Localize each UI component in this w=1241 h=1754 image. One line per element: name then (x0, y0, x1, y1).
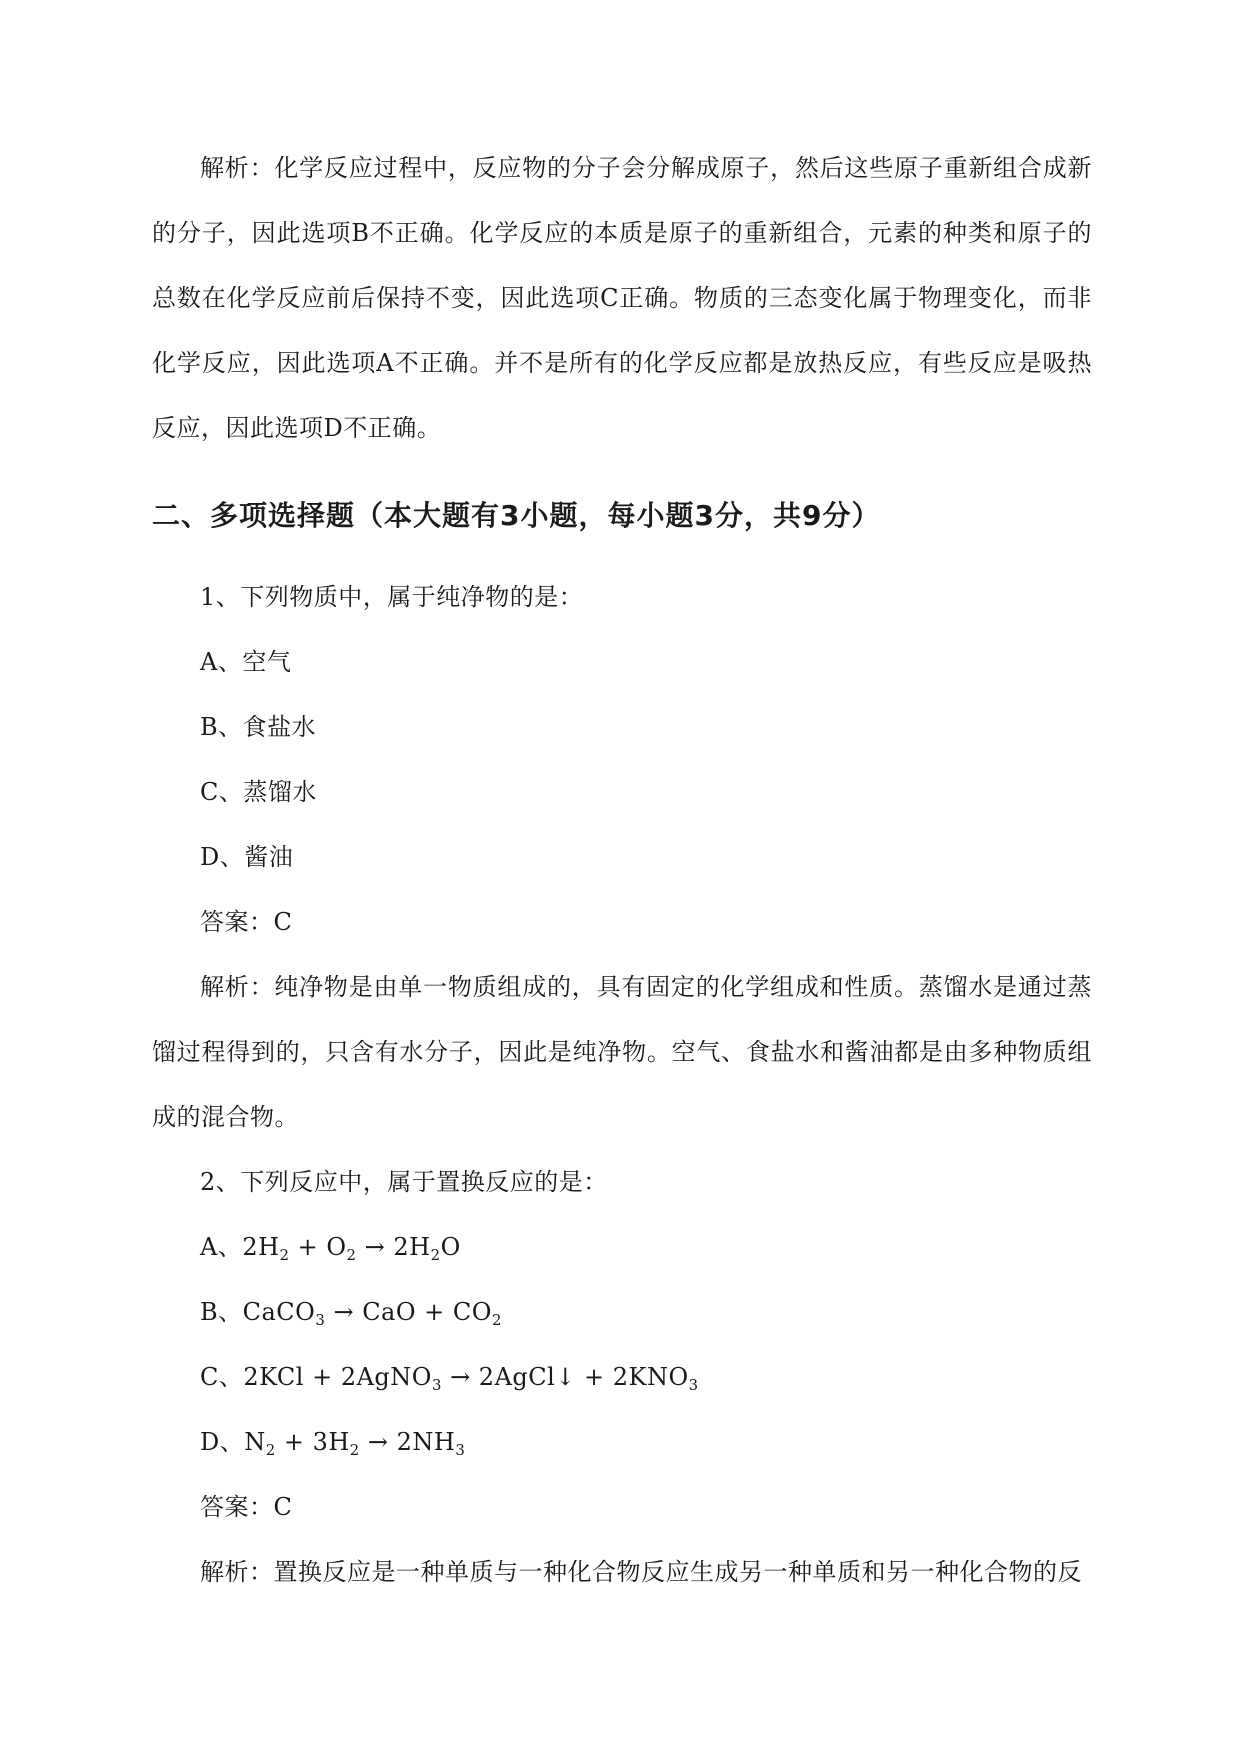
subscript: 2 (491, 1311, 502, 1330)
q1-option-c: C、蒸馏水 (200, 778, 317, 806)
subscript: 3 (688, 1376, 699, 1395)
section-title: 二、多项选择题（本大题有3小题，每小题3分，共9分） (152, 499, 881, 532)
q1-option-a: A、空气 (200, 648, 292, 676)
subscript: 2 (279, 1246, 290, 1265)
q1-option-b: B、食盐水 (200, 713, 317, 741)
q2-explanation: 解析：置换反应是一种单质与一种化合物反应生成另一种单质和另一种化合物的反 (200, 1558, 1082, 1586)
q2-answer: 答案：C (200, 1493, 293, 1521)
q2-option-a: A、$2H_2 + O_2 \to 2H_2O$ (200, 1233, 461, 1265)
q1-option-d: D、酱油 (200, 843, 294, 871)
q1-explanation: 解析：纯净物是由单一物质组成的，具有固定的化学组成和性质。蒸馏水是通过蒸馏过程得到的，只含有水分子，因此是纯净物。空气、食盐水和酱油都是由多种物质组成的混合物。 (152, 973, 1092, 1131)
subscript: 3 (315, 1311, 326, 1330)
q2-stem: 2、下列反应中，属于置换反应的是： (200, 1168, 608, 1196)
subscript: 3 (431, 1376, 442, 1395)
subscript: 2 (349, 1441, 360, 1460)
intro-explanation: 解析：化学反应过程中，反应物的分子会分解成原子，然后这些原子重新组合成新的分子，因此选项B不正确。化学反应的本质是原子的重新组合，元素的种类和原子的总数在化学反应前后保持不变，因此选项C正确。物质的三态变化属于物理变化，而非化学反应，因此选项A不正确。并不是所有的化学反应都是放热反应，有些反应是吸热反应，因此选项D不正确。 (152, 154, 1092, 442)
subscript: 2 (346, 1246, 357, 1265)
q2-option-b: B、CaCO$_3$ → CaO + $CO_2$ (200, 1298, 502, 1330)
subscript: 3 (455, 1441, 466, 1460)
subscript: 2 (265, 1441, 276, 1460)
q1-answer: 答案：C (200, 908, 293, 936)
q1-stem: 1、下列物质中，属于纯净物的是： (200, 583, 584, 611)
q2-option-d: D、$N_2 + 3H_2 \to 2NH_3$ (200, 1428, 466, 1460)
subscript: 2 (430, 1246, 441, 1265)
q2-option-c: C、2KCl + 2AgNO$_3$ → 2AgCl↓ + $2KNO_3$ (200, 1363, 699, 1395)
